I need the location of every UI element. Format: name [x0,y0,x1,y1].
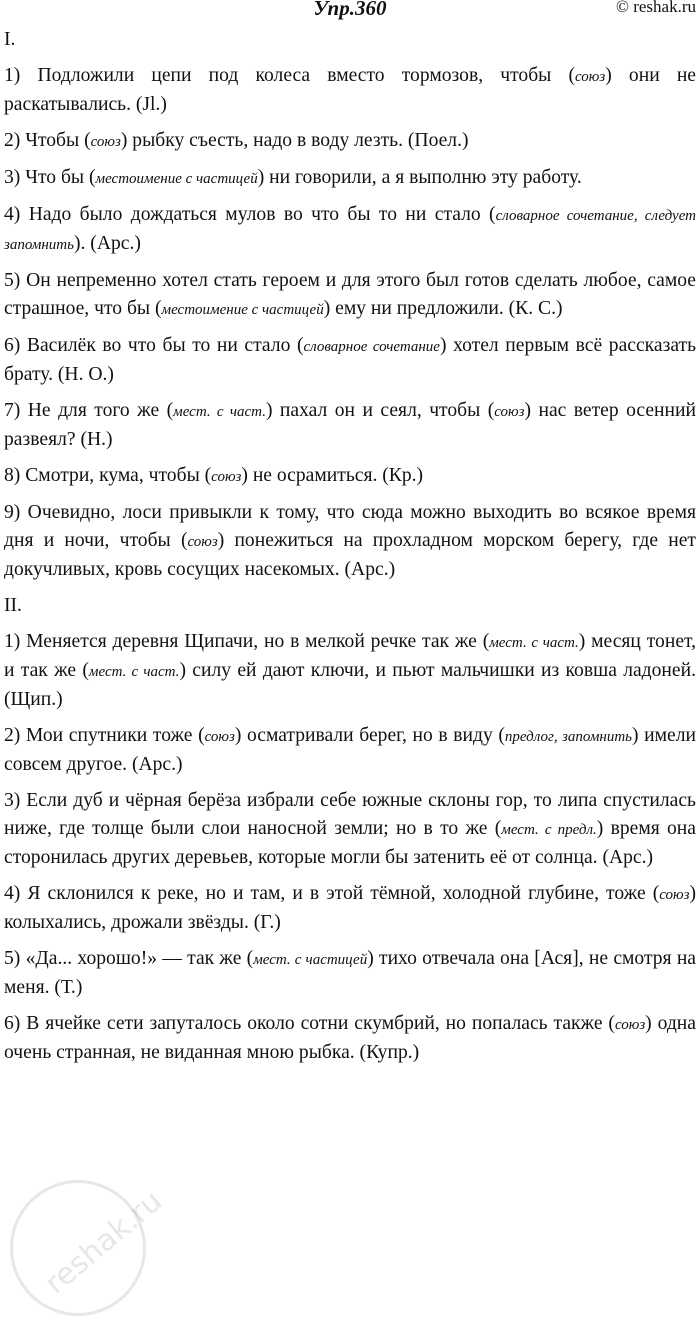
sentence-text: ) ни говорили, а я выполню эту работу. [257,167,582,188]
sentence-item [4,880,696,937]
sentence-text: ) колыхались, дрожали звёзды. (Г.) [4,883,696,933]
sentence-text: 9) Очевидно, лоси привыкли к тому, что сюда можно выходить во всякое время дня и ночи, чтобы ( [4,502,696,551]
grammar-note: союз [90,134,121,150]
sentence-item [4,499,696,584]
exercise-title: Упр.360 [313,0,387,20]
grammar-note: мест. с част. [88,664,180,680]
sentence-text: 1) Подложили цепи под колеса вместо тормозов, чтобы ( [4,65,576,86]
sentence-text: ) месяц тонет, и так же ( [4,631,696,681]
site-credit: © reshak.ru [616,0,696,16]
grammar-note: союз [204,729,235,745]
section-1-list [4,62,696,584]
watermark-text: reshak.ru [38,1183,170,1302]
section-2-label: II. [4,595,22,616]
sentence-text: ). (Арс.) [73,233,141,254]
sentence-item [4,1010,696,1067]
section-2-list [4,628,696,1067]
sentence-text: ) они не раскатывались. (Jl.) [4,65,697,115]
sentence-text: ) рыбку съесть, надо в воду лезть. (Поел.) [120,130,469,151]
exercise-content [0,26,700,1067]
sentence-item [4,62,696,119]
sentence-text: ) время она сторонилась других деревьев, которые могли бы затенить её от солнца. (Арс.) [4,818,696,868]
sentence-text: 4) Я склонился к реке, но и там, и в этой тёмной, холодной глубине, тоже ( [4,883,660,904]
sentence-text: ) осматривали берег, но в виду ( [234,725,505,746]
sentence-text: ) тихо отвечала она [Ася], не смотря на меня. (Т.) [4,948,697,998]
grammar-note: союз [494,404,525,420]
sentence-item [4,127,696,156]
sentence-text: 6) В ячейке сети запуталось около сотни скумбрий, но попалась также ( [4,1013,615,1034]
sentence-item [4,722,696,779]
section-1-label: I. [4,29,16,50]
grammar-note: словарное сочетание [303,339,440,355]
sentence-item [4,787,696,872]
sentence-text: ) ему ни предложили. (К. С.) [323,298,563,319]
grammar-note: союз [614,1017,646,1033]
sentence-text: 5) Он непременно хотел стать героем и для этого был готов сделать любое, самое страшное, что бы ( [4,270,696,319]
grammar-note: местоимение с частицей [95,171,258,187]
grammar-note: мест. с част. [489,635,579,651]
sentence-item [4,332,696,389]
sentence-text: 3) Если дуб и чёрная берёза избрали себе южные склоны гор, то липа спустилась ниже, где толще были слои наносной земли; но в то же ( [4,790,696,839]
sentence-text: ) пахал он и сеял, чтобы ( [265,400,495,421]
grammar-note: предлог, запомнить [504,729,633,745]
sentence-text: 2) Чтобы ( [4,130,91,151]
sentence-text: 7) Не для того же ( [4,400,174,421]
sentence-item [4,164,696,193]
grammar-note: местоимение с частицей [161,302,324,318]
sentence-text: ) одна очень странная, не виданная мною рыбка. (Купр.) [4,1013,696,1063]
sentence-text: ) понежиться на прохладном морском берегу, где нет докучливых, кровь сосущих насекомых. (Арс.) [4,530,696,580]
grammar-note: мест. с предл. [501,822,597,838]
sentence-text: 5) «Да... хорошо!» — так же ( [4,948,254,969]
sentence-text: 6) Василёк во что бы то ни стало ( [4,335,304,356]
sentence-text: 3) Что бы ( [4,167,96,188]
grammar-note: союз [187,534,218,550]
sentence-text: ) нас ветер осенний развеял? (Н.) [4,400,696,450]
grammar-note: словарное сочетание, следует запомнить [4,208,696,253]
grammar-note: мест. с частицей [253,952,368,968]
grammar-note: союз [211,469,242,485]
sentence-item [4,945,696,1002]
sentence-item [4,397,696,454]
grammar-note: союз [659,887,690,903]
sentence-text: 2) Мои спутники тоже ( [4,725,205,746]
sentence-text: 1) Меняется деревня Щипачи, но в мелкой речке так же ( [4,631,490,652]
sentence-text: 8) Смотри, кума, чтобы ( [4,465,212,486]
sentence-text: ) не осрамиться. (Кр.) [241,465,424,486]
sentence-item [4,267,696,324]
sentence-item [4,628,696,714]
grammar-note: мест. с част. [173,404,266,420]
grammar-note: союз [575,69,606,85]
sentence-text: ) хотел первым всё рассказать брату. (Н. О.) [4,335,697,385]
sentence-text: ) имели совсем другое. (Арс.) [4,725,696,775]
sentence-item [4,462,696,491]
sentence-item [4,201,696,259]
sentence-text: 4) Надо было дождаться мулов во что бы то ни стало ( [4,204,496,225]
watermark-logo [10,1180,170,1316]
sentence-text: ) силу ей дают ключи, и пьют мальчишки из ковша ладоней. (Щип.) [4,660,696,710]
page-header [0,0,700,22]
